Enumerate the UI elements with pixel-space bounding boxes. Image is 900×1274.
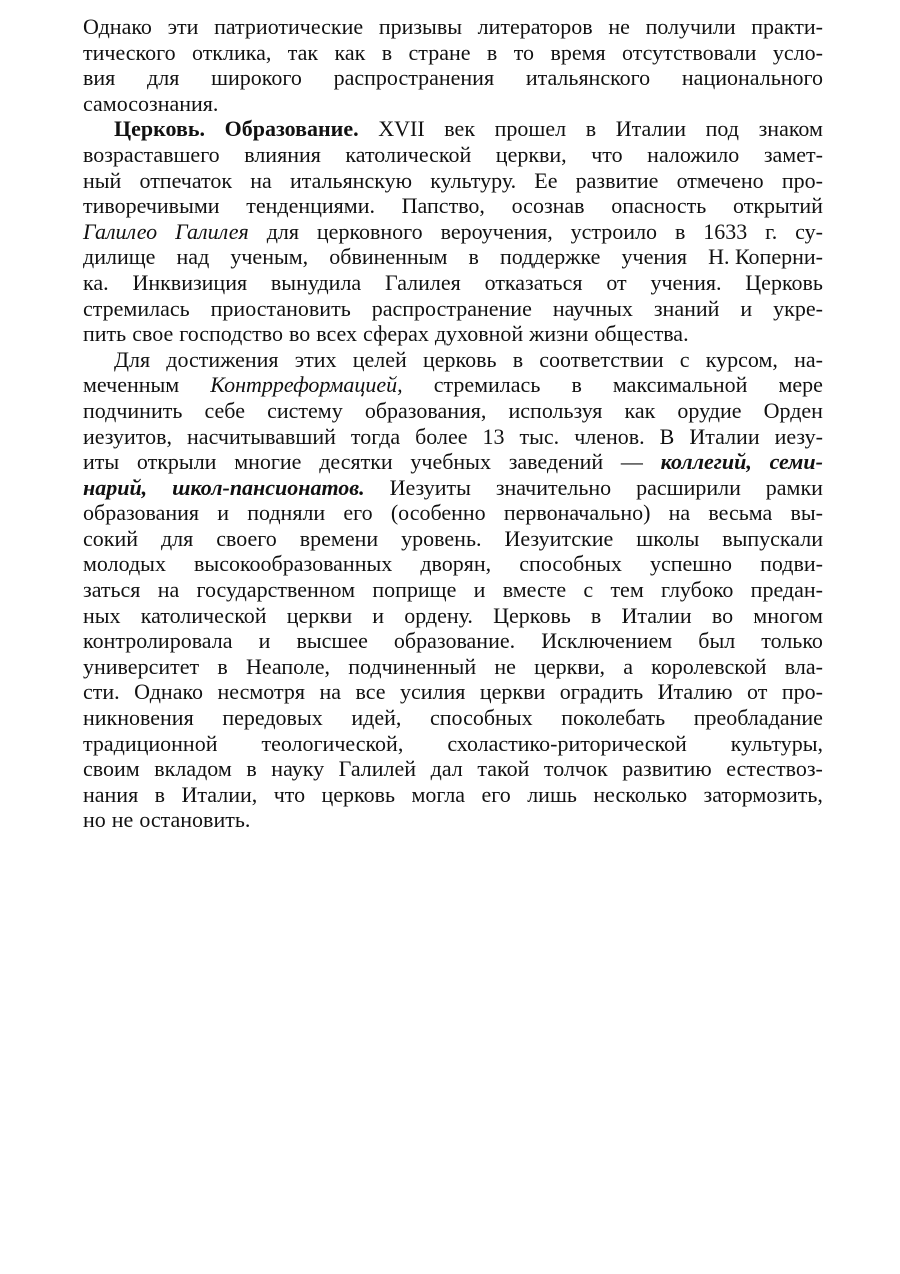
word: способных [430,705,533,731]
word: орудие [677,397,742,423]
word: эти [167,14,199,39]
word: на [250,167,272,193]
word: отмечено [676,167,764,193]
body-text [83,14,823,833]
word: в [585,116,597,142]
word: католической [140,602,267,628]
word: толчок [543,756,608,782]
word: не [494,653,516,679]
word: себе [204,397,245,423]
word: ученым, [230,244,309,270]
text-line [83,321,823,347]
word: церковь [423,346,497,372]
word: его [343,500,373,526]
text-line [83,398,823,424]
word: Италии [615,116,687,142]
word: сти. [83,679,120,705]
word: на [668,500,691,526]
word: Италию [657,679,733,705]
word: укре- [773,295,823,321]
word: в [486,39,498,65]
word: культуры, [730,730,823,756]
text-line [83,782,823,808]
word: открыли [136,449,217,475]
word: был [698,628,736,654]
word: Орден [763,397,823,423]
word: первоначально) [503,500,651,526]
word: ный [83,167,122,193]
word: во [289,321,311,347]
word: научных [552,295,633,321]
word: в [154,781,166,807]
word: национального [681,65,823,91]
word: коллегий, [660,449,752,475]
word: тем [610,577,644,603]
word: способных [519,551,622,577]
word: многом [753,602,823,628]
word: учения [621,244,687,270]
word: не [111,807,134,833]
word: поколебать [561,705,666,731]
word: поддержке [500,244,601,270]
word: жизни [529,321,589,347]
word: образования [83,500,200,526]
word: стремилась [433,372,541,398]
word: Италии, [181,781,258,807]
word: нания [83,781,139,807]
word: учебных [410,449,491,475]
word: выпускали [722,525,823,551]
word: учения. [650,269,722,295]
word: целей [352,346,407,372]
word: усилия [400,679,466,705]
word: соответствии [539,346,664,372]
word: дал [430,756,463,782]
word: 1633 [703,218,748,244]
word: подчинить [83,397,183,423]
word: весьма [708,500,773,526]
word: стремилась [83,295,190,321]
word: призывы [378,14,462,39]
word: рамки [765,474,823,500]
word: расширили [636,474,741,500]
word: Неаполе, [245,653,331,679]
word: меченным [83,372,180,398]
word: господство [179,321,283,347]
word: Галилея [385,269,461,295]
word: многие [234,449,302,475]
word: вероучения, [440,218,553,244]
word: тического [83,39,176,65]
word: значительно [495,474,612,500]
word: дворян, [420,551,492,577]
word: в [571,372,582,398]
word: контролировала [83,628,233,654]
word: вла- [784,653,823,679]
word: Ее [534,167,558,193]
text-line [83,449,823,475]
word: иезу- [774,423,823,449]
word: Инквизиция [132,269,248,295]
word: всех [316,321,358,347]
text-line [83,219,823,245]
word: отсутствовали [622,39,757,65]
word: церковь [321,781,396,807]
text-line [83,628,823,654]
text-line [83,372,823,398]
word: Исключением [541,628,673,654]
word: самосознания. [83,90,219,116]
word: своим [83,756,140,782]
word: теологической, [261,730,404,756]
word: как [334,39,366,65]
word: и [473,577,486,603]
word: ка. [83,269,109,295]
text-line [83,577,823,603]
word: сокий [83,525,138,551]
word: его [481,781,511,807]
word: глубоко [661,577,734,603]
word: и [258,628,271,654]
word: никновения [83,705,194,731]
word: опасность [611,193,707,219]
word: передовых [222,705,323,731]
word: церкви [286,602,353,628]
text-line [83,705,823,731]
word: вкладом [154,756,232,782]
word: знаний [653,295,720,321]
word: Контрреформацией, [210,372,403,398]
text-line [83,193,823,219]
word: тыс. [519,423,560,449]
word: более [415,423,468,449]
word: десятки [319,449,393,475]
text-line [83,807,823,833]
word: систему [267,397,343,423]
word: оградить [559,679,644,705]
word: и [372,602,385,628]
word: заться [83,577,141,603]
word: тогда [350,423,401,449]
text-line [83,347,823,373]
word: с [583,577,594,603]
word: Церковь [745,269,823,295]
word: затормозить, [703,781,823,807]
word: в [381,39,393,65]
word: подняли [247,500,326,526]
word: прошел [494,116,567,142]
word: несколько [593,781,688,807]
word: дилище [83,244,156,270]
word: подви- [760,551,823,577]
word: несмотря [217,679,305,705]
word: устроило [570,218,658,244]
word: вия [83,65,116,91]
word: лишь [527,781,577,807]
word: иты [83,449,120,475]
word: времени [299,525,379,551]
word: развитию [622,756,712,782]
word: под [705,116,739,142]
word: такой [477,756,530,782]
word: Н. Коперни- [708,244,823,270]
word: и [740,295,753,321]
word: стране [408,39,471,65]
word: иезуитов, [83,423,173,449]
word: естествоз- [726,756,823,782]
word: Италии [689,423,760,449]
word: влияния [244,141,321,167]
word: преобладание [693,705,823,731]
word: науку [271,756,325,782]
word: заведений [508,449,604,475]
paragraph [83,347,823,833]
word: идей, [351,705,402,731]
word: духовной [434,321,524,347]
word: вы- [790,500,823,526]
word: этих [294,346,337,372]
word: а [623,653,633,679]
word: уровень. [401,525,482,551]
word: так [287,39,319,65]
word: XVII [378,116,425,142]
text-line [83,500,823,526]
word: церкви [479,679,546,705]
word: но [83,807,106,833]
word: ордену. [404,602,473,628]
text-line [83,475,823,501]
word: для [147,65,180,91]
word: членов. [574,423,645,449]
word: распространение [371,295,532,321]
word: патриотические [214,14,364,39]
text-line [83,244,823,270]
word: от [606,269,627,295]
word: курсом, [705,346,778,372]
word: в [590,602,602,628]
word: поприще [372,577,457,603]
word: получили [645,14,736,39]
word: над [176,244,210,270]
word: век [444,116,476,142]
word: возраставшего [83,141,220,167]
word: распространения [333,65,495,91]
word: усло- [772,39,823,65]
word: Галилей [338,756,417,782]
word: Галилео [83,218,158,244]
word: во [711,602,734,628]
word: насчитывавший [187,423,336,449]
word: Папство, [401,193,485,219]
word: итальянского [525,65,651,91]
text-line [83,142,823,168]
word: своего [216,525,277,551]
word: и [217,500,230,526]
word: свое [132,321,174,347]
word: высшее [296,628,368,654]
paragraph [83,116,823,346]
word: культуру. [430,167,517,193]
word: семи- [769,449,823,475]
word: в [217,653,228,679]
word: ных [83,602,121,628]
text-line [83,679,823,705]
word: школ-пансионатов. [172,474,365,500]
text-line [83,168,823,194]
word: максимальной [612,372,748,398]
text-line [83,424,823,450]
word: вместе [502,577,567,603]
word: церкви, [534,653,605,679]
word: традиционной [83,730,218,756]
text-line [83,270,823,296]
text-line [83,526,823,552]
word: знаком [758,116,823,142]
word: как [624,397,656,423]
word: обвиненным [329,244,448,270]
paragraph [83,14,823,116]
word: Однако [83,14,152,39]
word: отпечаток [139,167,233,193]
word: Италии [621,602,692,628]
text-line [83,551,823,577]
word: государственном [196,577,356,603]
word: осознав [511,193,585,219]
word: Однако [134,679,204,705]
text-line [83,40,823,66]
word: Для [114,346,151,372]
text-line [83,296,823,322]
word: вынудила [270,269,362,295]
word: отказаться [484,269,583,295]
word: открытий [732,193,823,219]
word: с [679,346,690,372]
word: практи- [751,14,823,39]
word: для [266,218,299,244]
word: Церковь [493,602,571,628]
text-line [83,731,823,757]
word: широкого [211,65,302,91]
word: приостановить [210,295,351,321]
word: образования, [364,397,487,423]
word: тиворечивыми [83,193,220,219]
word: В [659,423,675,449]
text-line [83,65,823,91]
word: в [674,218,686,244]
word: литераторов [477,14,593,39]
word: для [160,525,194,551]
word: от [747,679,768,705]
word: достижения [166,346,279,372]
word: мере [778,372,823,398]
word: развитие [575,167,659,193]
word: Иезуиты [389,474,471,500]
word: предан- [750,577,823,603]
word: молодых [83,551,166,577]
word: на [319,679,341,705]
word: могла [411,781,466,807]
word: (особенно [390,500,486,526]
word: Церковь. [114,116,205,142]
word: наложило [647,141,740,167]
word: подчиненный [348,653,477,679]
word: все [355,679,386,705]
word: то [513,39,535,65]
word: королевской [651,653,767,679]
word: отклика, [191,39,272,65]
word: успешно [649,551,733,577]
word: церковного [316,218,423,244]
word: не [608,14,630,39]
word: что [591,141,623,167]
word: 13 [482,423,505,449]
word: на [157,577,180,603]
word: схоластико-риторической [447,730,687,756]
word: в [246,756,257,782]
word: образование. [393,628,516,654]
text-line [83,116,823,142]
word: католической [345,141,472,167]
word: время [550,39,606,65]
word: в [468,244,479,270]
word: про- [781,167,823,193]
word: общества. [594,321,689,347]
word: итальянскую [289,167,413,193]
word: только [761,628,823,654]
word: используя [508,397,603,423]
word: сферах [363,321,429,347]
word: что [273,781,306,807]
word: на- [794,346,823,372]
word: су- [795,218,823,244]
word: тенденциями. [246,193,375,219]
text-line [83,91,823,117]
text-line [83,756,823,782]
word: г. [765,218,778,244]
word: остановить. [139,807,251,833]
word: про- [781,679,823,705]
word: школы [636,525,700,551]
word: церкви, [495,141,567,167]
word: замет- [763,141,823,167]
word: пить [83,321,127,347]
word: высокообразованных [194,551,393,577]
word: Иезуитские [504,525,614,551]
text-line [83,14,823,40]
word: — [620,449,643,475]
text-line [83,654,823,680]
word: Галилея [175,218,249,244]
text-line [83,603,823,629]
word: Образование. [224,116,359,142]
word: нарий, [83,474,148,500]
word: университет [83,653,200,679]
word: в [512,346,524,372]
